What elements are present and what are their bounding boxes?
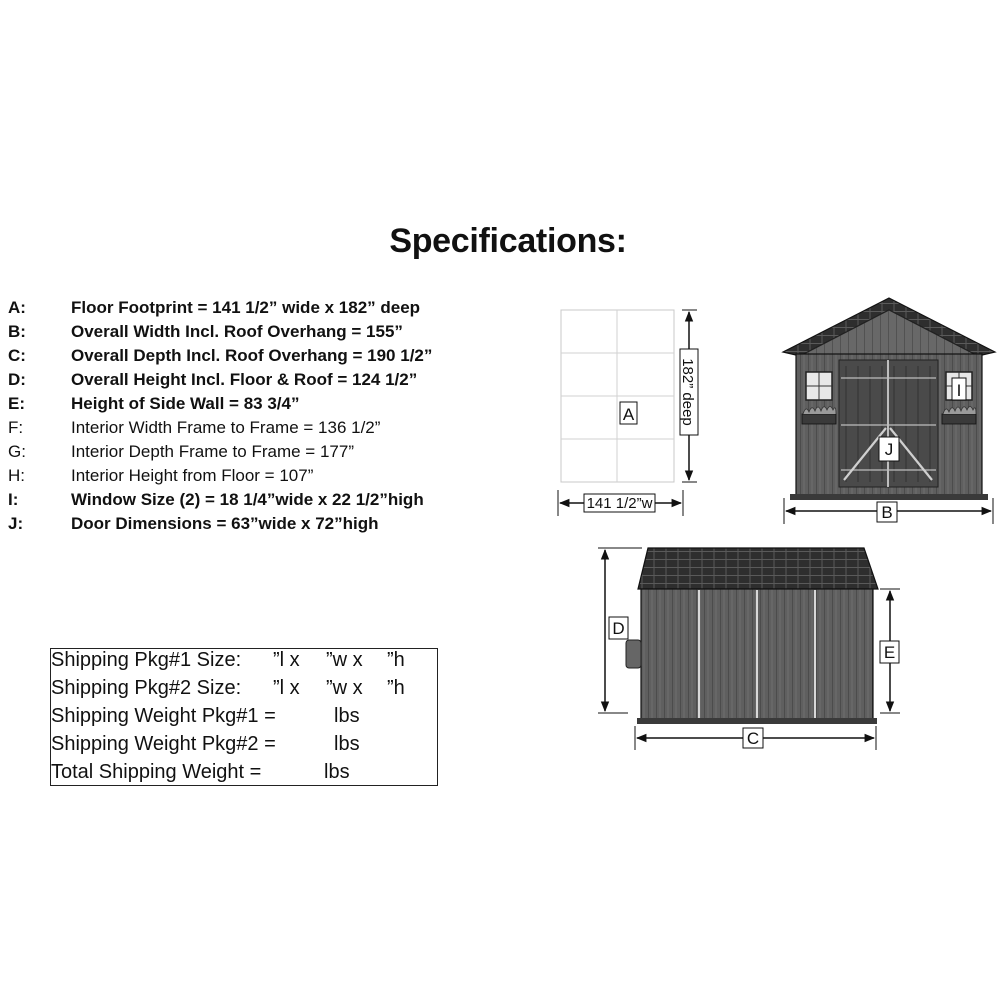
front-skirt — [790, 494, 988, 500]
spec-letter: D: — [8, 370, 26, 389]
floor-label: A — [622, 405, 635, 424]
door-label: J — [884, 440, 894, 459]
spec-text: Door Dimensions = 63”wide x 72”high — [71, 514, 379, 533]
unit-w: ”w x — [326, 649, 363, 671]
front-width-label: B — [881, 503, 893, 522]
spec-letter: C: — [8, 346, 26, 365]
unit-h: ”h — [387, 649, 405, 671]
floor-plan — [558, 310, 698, 516]
floor-depth-label: 182” deep — [679, 358, 696, 426]
overall-height-label: D — [612, 619, 625, 638]
unit-lbs: lbs — [334, 705, 360, 727]
side-depth-label: C — [746, 729, 760, 748]
planter-box-right — [942, 414, 976, 424]
unit-l: ”l x — [273, 677, 300, 699]
spec-text: Interior Depth Frame to Frame = 177” — [71, 442, 354, 461]
unit-w: ”w x — [326, 677, 363, 699]
shipping-label: Shipping Pkg#1 Size: — [51, 649, 242, 671]
window-label: I — [956, 381, 962, 400]
spec-letter: E: — [8, 394, 25, 413]
spec-text: Overall Depth Incl. Roof Overhang = 190 1/2” — [71, 346, 433, 365]
shipping-label: Shipping Pkg#2 Size: — [51, 677, 242, 699]
planter-box-left — [802, 414, 836, 424]
front-elevation — [783, 298, 995, 524]
spec-text: Floor Footprint = 141 1/2” wide x 182” deep — [71, 298, 421, 317]
spec-text: Window Size (2) = 18 1/4”wide x 22 1/2”high — [71, 490, 424, 509]
unit-lbs: lbs — [334, 733, 360, 755]
page-title: Specifications: — [389, 222, 627, 260]
spec-letter: I: — [8, 490, 19, 509]
spec-letter: A: — [8, 298, 26, 317]
spec-letter: J: — [8, 514, 24, 533]
side-skirt — [637, 718, 877, 724]
spec-text: Interior Width Frame to Frame = 136 1/2” — [71, 418, 381, 437]
side-wall-label: E — [883, 643, 896, 662]
spec-text: Interior Height from Floor = 107” — [71, 466, 314, 485]
side-elevation — [598, 548, 900, 750]
spec-letter: H: — [8, 466, 25, 485]
side-roof — [638, 548, 878, 589]
spec-letter: B: — [8, 322, 26, 341]
spec-text: Overall Width Incl. Roof Overhang = 155” — [71, 322, 403, 341]
unit-lbs: lbs — [324, 761, 350, 783]
floor-width-label: 141 1/2”w — [586, 495, 653, 512]
shipping-label: Shipping Weight Pkg#1 = — [51, 705, 276, 727]
unit-l: ”l x — [273, 649, 300, 671]
spec-text: Overall Height Incl. Floor & Roof = 124 1/2” — [71, 370, 418, 389]
spec-letter: G: — [8, 442, 26, 461]
unit-h: ”h — [387, 677, 405, 699]
side-planter-box — [626, 640, 641, 668]
shipping-label: Shipping Weight Pkg#2 = — [51, 733, 276, 755]
spec-text: Height of Side Wall = 83 3/4” — [71, 394, 300, 413]
shipping-label: Total Shipping Weight = — [51, 761, 262, 783]
spec-letter: F: — [8, 418, 24, 437]
